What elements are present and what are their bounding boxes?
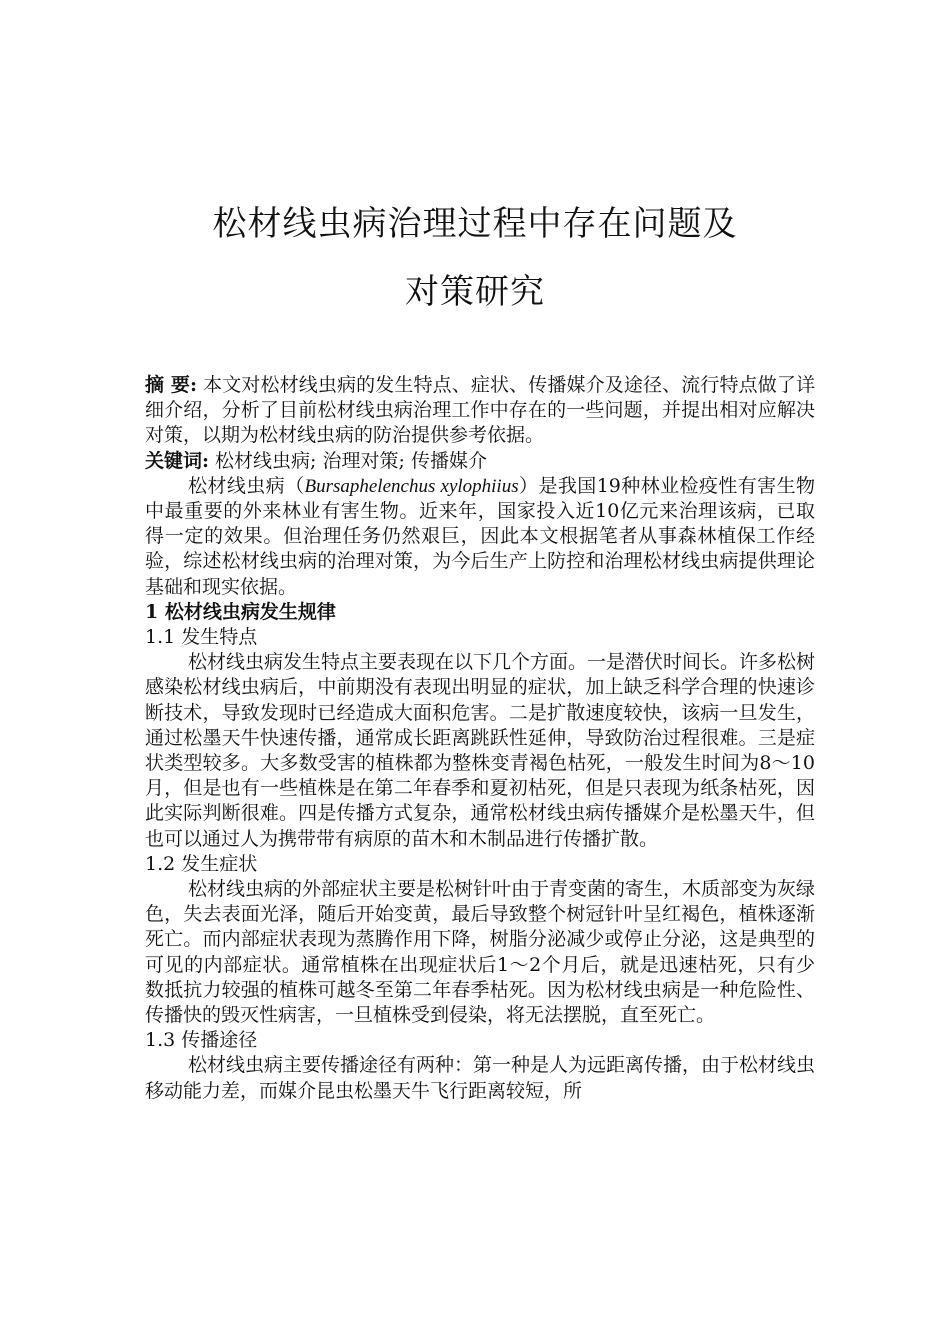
keywords-label: 关键词: xyxy=(145,449,210,472)
title-line-2: 对策研究 xyxy=(405,272,545,312)
abstract-paragraph xyxy=(145,373,815,449)
keywords-text: 松材线虫病; 治理对策; 传播媒介 xyxy=(209,449,487,472)
section-1-3-heading: 1.3 传播途径 xyxy=(145,1029,258,1052)
article-body xyxy=(145,373,815,1104)
section-1-1-heading: 1.1 发生特点 xyxy=(145,626,258,649)
intro-before: 松材线虫病（ xyxy=(188,474,305,497)
section-1-1-text: 松材线虫病发生特点主要表现在以下几个方面。一是潜伏时间长。许多松树感染松材线虫病后，中前期没有表现出明显的症状，加上缺乏科学合理的快速诊断技术，导致发现时已经造成大面积危害。二是扩散速度较快，该病一旦发生，通过松墨天牛快速传播，通常成长距离跳跃性延伸，导致防治过程很难。三是症状类型较多。大多数受害的植株都为整株变青褐色枯死，一般发生时间为8～10月，但是也有一些植株是在第二年春季和夏初枯死，但是只表现为纸条枯死，因此实际判断很难。四是传播方式复杂，通常松材线虫病传播媒介是松墨天牛，但也可以通过人为携带带有病原的苗木和木制品进行传播扩散。 xyxy=(145,651,816,850)
abstract-label: 摘 要: xyxy=(145,374,197,396)
intro-after: ）是我国19种林业检疫性有害生物中最重要的外来林业有害生物。近来年，国家投入近10亿元来治理该病，已取得一定的效果。但治理任务仍然艰巨，因此本文根据笔者从事森林植保工作经验，综述松材线虫病的治理对策，为今后生产上防控和治理松材线虫病提供理论基础和现实依据。 xyxy=(145,474,815,598)
intro-paragraph xyxy=(145,474,815,600)
section-1-2-heading: 1.2 发生症状 xyxy=(145,852,258,875)
title-line-1: 松材线虫病治理过程中存在问题及 xyxy=(212,204,738,244)
abstract-text: 本文对松材线虫病的发生特点、症状、传播媒介及途径、流行特点做了详细介绍，分析了目前松材线虫病治理工作中存在的一些问题，并提出相对应解决对策，以期为松材线虫病的防治提供参考依据。 xyxy=(145,374,815,447)
keywords-paragraph xyxy=(145,449,815,474)
intro-latin-name: Bursaphelenchus xylophiius xyxy=(304,475,519,497)
section-1-heading: 1 松材线虫病发生规律 xyxy=(145,600,336,623)
section-1-2-text: 松材线虫病的外部症状主要是松树针叶由于青变菌的寄生，木质部变为灰绿色，失去表面光泽，随后开始变黄，最后导致整个树冠针叶呈红褐色，植株逐渐死亡。而内部症状表现为蒸腾作用下降，树脂分泌减少或停止分泌，这是典型的可见的内部症状。通常植株在出现症状后1～2个月后，就是迅速枯死，只有少数抵抗力较强的植株可越冬至第二年春季枯死。因为松材线虫病是一种危险性、传播快的毁灭性病害，一旦植株受到侵染，将无法摆脱，直至死亡。 xyxy=(145,878,816,1027)
section-1-3-text: 松材线虫病主要传播途径有两种：第一种是人为远距离传播，由于松材线虫移动能力差，而媒介昆虫松墨天牛飞行距离较短，所 xyxy=(145,1054,816,1102)
